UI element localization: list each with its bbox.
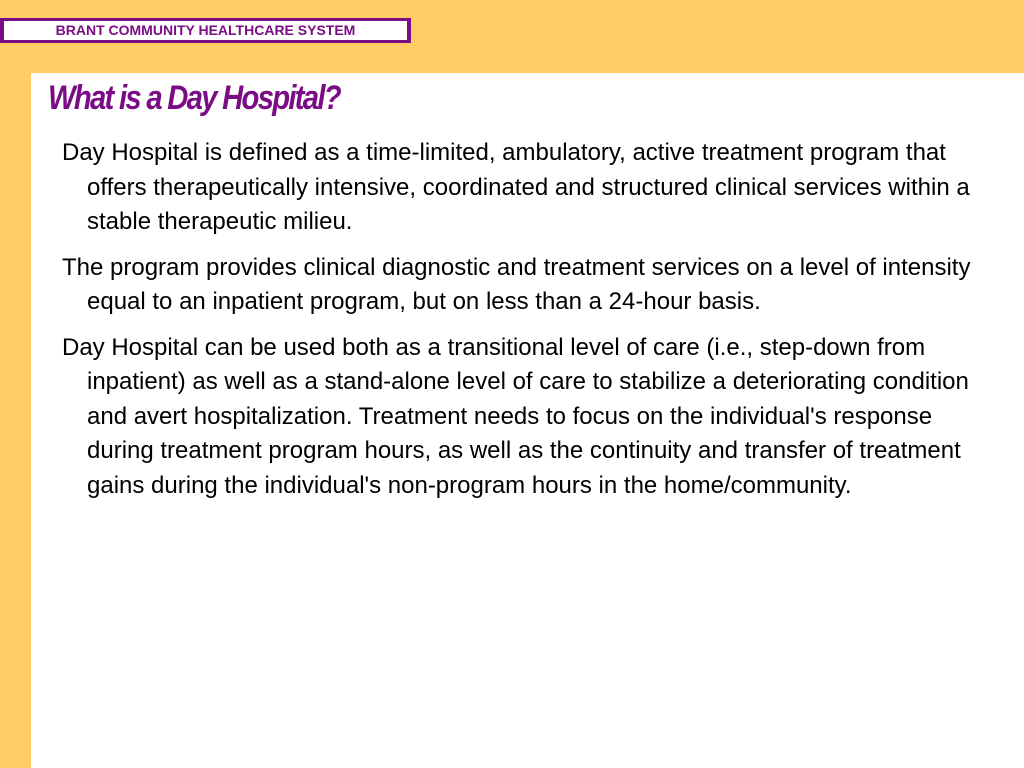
- organization-name: BRANT COMMUNITY HEALTHCARE SYSTEM: [4, 21, 407, 40]
- slide-title: What is a Day Hospital?: [48, 79, 340, 117]
- paragraph-level-of-care: Day Hospital can be used both as a transitional level of care (i.e., step-down from inpatient) as well as a stand-alone level of care to stabilize a deteriorating condition and avert hospitalization. Treatment needs to focus on the individual's response during treatment program hours, as well as the continuity and transfer of treatment gains during the individual's non-program hours in the home/community.: [62, 333, 969, 499]
- slide-body: [62, 136, 992, 514]
- left-accent-band: [0, 0, 31, 768]
- paragraph-definition: Day Hospital is defined as a time-limited, ambulatory, active treatment program that offers therapeutically intensive, coordinated and structured clinical services within a stable therapeutic milieu.: [62, 139, 970, 235]
- organization-banner: [0, 18, 411, 43]
- paragraph-program-services: The program provides clinical diagnostic and treatment services on a level of intensity equal to an inpatient program, but on less than a 24-hour basis.: [62, 253, 971, 315]
